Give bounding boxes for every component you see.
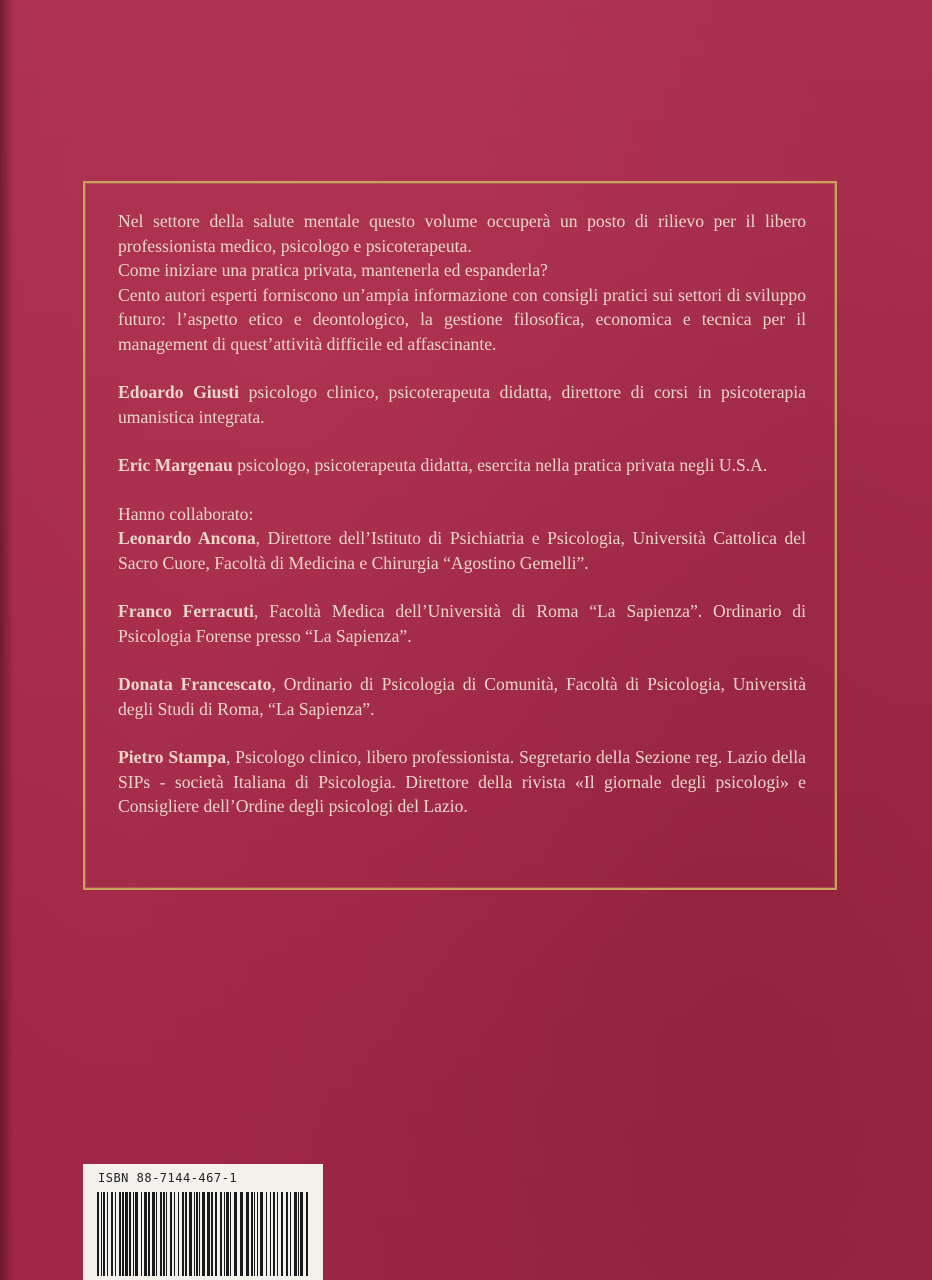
barcode-bar — [286, 1192, 288, 1276]
barcode-bar — [224, 1192, 225, 1276]
barcode — [95, 1192, 311, 1276]
collaborator-bio: , Psicologo clinico, libero professionista. Segretario della Sezione reg. Lazio della SIPs - società Italiana di Psicologia. Direttore della rivista «Il giornale degli psicologi» e Consigliere dell’Ordine degli psicologi del Lazio. — [118, 747, 806, 816]
barcode-bar — [254, 1192, 255, 1276]
collaborator-name: Franco Ferracuti — [118, 601, 254, 621]
barcode-bar — [270, 1192, 271, 1276]
barcode-bar — [97, 1192, 99, 1276]
collaborator-entry-2 — [118, 599, 806, 648]
barcode-bar — [101, 1192, 102, 1276]
barcode-bar — [234, 1192, 237, 1276]
collaborator-bio: , Direttore dell’Istituto di Psichiatria e Psicologia, Università Cattolica del Sacro Cuore, Facoltà di Medicina e Chirurgia “Agostino Gemelli”. — [118, 528, 807, 573]
barcode-bar — [103, 1192, 105, 1276]
collaborator-bio: , Ordinario di Psicologia di Comunità, Facoltà di Psicologia, Università degli Studi di Roma, “La Sapienza”. — [118, 674, 807, 719]
barcode-bar — [111, 1192, 113, 1276]
barcode-bar — [281, 1192, 283, 1276]
barcode-bar — [277, 1192, 278, 1276]
barcode-bar — [119, 1192, 121, 1276]
barcode-bar — [207, 1192, 210, 1276]
description-paragraph-2: Come iniziare una pratica privata, mantenerla ed espanderla? — [118, 260, 548, 280]
collaborator-name: Leonardo Ancona — [118, 528, 256, 548]
barcode-bar — [294, 1192, 297, 1276]
barcode-bar — [240, 1192, 243, 1276]
barcode-bar — [170, 1192, 172, 1276]
author-name: Edoardo Giusti — [118, 382, 240, 402]
barcode-bar — [174, 1192, 175, 1276]
collaborator-entry-3 — [118, 672, 806, 721]
barcode-bar — [273, 1192, 275, 1276]
barcode-bar — [148, 1192, 150, 1276]
barcode-bar — [251, 1192, 253, 1276]
barcode-bar — [178, 1192, 179, 1276]
barcode-bar — [300, 1192, 303, 1276]
barcode-bar — [125, 1192, 128, 1276]
barcode-bar — [202, 1192, 205, 1276]
barcode-bar — [133, 1192, 134, 1276]
barcode-bar — [306, 1192, 308, 1276]
barcode-bar — [298, 1192, 299, 1276]
barcode-bar — [260, 1192, 263, 1276]
author-entry-2 — [118, 453, 806, 478]
author-bio: psicologo clinico, psicoterapeuta didatta, direttore di corsi in psicoterapia umanistica integrata. — [118, 382, 806, 427]
barcode-bar — [141, 1192, 142, 1276]
barcode-bar — [115, 1192, 116, 1276]
description-paragraph-1: Nel settore della salute mentale questo volume occuperà un posto di rilievo per il libero professionista medico, psicologo e psicoterapeuta. — [118, 211, 806, 256]
barcode-bar — [152, 1192, 155, 1276]
barcode-bar — [129, 1192, 131, 1276]
barcode-bar — [160, 1192, 162, 1276]
barcode-bar — [290, 1192, 291, 1276]
barcode-bar — [194, 1192, 195, 1276]
barcode-bar — [211, 1192, 213, 1276]
barcode-bar — [107, 1192, 108, 1276]
barcode-bar — [215, 1192, 217, 1276]
collaborator-entry-4 — [118, 745, 806, 819]
collaborators-heading: Hanno collaborato: — [118, 503, 254, 524]
barcode-bar — [196, 1192, 198, 1276]
description-paragraph-3: Cento autori esperti forniscono un’ampia informazione con consigli pratici sui settori di sviluppo futuro: l’aspetto etico e deontologico, la gestione filosofica, economica e tecnica per il management di quest’attività difficile ed affascinante. — [118, 284, 806, 354]
barcode-bar — [163, 1192, 165, 1276]
barcode-bar — [220, 1192, 222, 1276]
barcode-bar — [266, 1192, 267, 1276]
collaborator-bio: , Facoltà Medica dell’Università di Roma “La Sapienza”. Ordinario di Psicologia Forense presso “La Sapienza”. — [118, 601, 806, 646]
barcode-bar — [230, 1192, 231, 1276]
author-name: Eric Margenau — [118, 455, 233, 475]
collaborator-name: Pietro Stampa — [118, 747, 227, 767]
barcode-bar — [226, 1192, 229, 1276]
barcode-bar — [182, 1192, 184, 1276]
back-cover-text — [118, 209, 806, 819]
barcode-bar — [144, 1192, 147, 1276]
barcode-bar — [199, 1192, 200, 1276]
author-entry-1 — [118, 380, 806, 429]
barcode-bar — [135, 1192, 138, 1276]
spine-shadow — [0, 0, 14, 1280]
barcode-bar — [185, 1192, 187, 1276]
barcode-bar — [156, 1192, 157, 1276]
barcode-bar — [122, 1192, 124, 1276]
barcode-bar — [166, 1192, 167, 1276]
barcode-bar — [257, 1192, 258, 1276]
isbn-text: ISBN 88-7144-467-1 — [98, 1171, 238, 1185]
author-bio: psicologo, psicoterapeuta didatta, esercita nella pratica privata negli U.S.A. — [232, 455, 768, 475]
collaborator-name: Donata Francescato — [118, 674, 272, 694]
barcode-bar — [246, 1192, 249, 1276]
isbn-barcode-label — [83, 1164, 323, 1280]
barcode-bar — [189, 1192, 192, 1276]
collaborator-entry-1 — [118, 526, 806, 575]
